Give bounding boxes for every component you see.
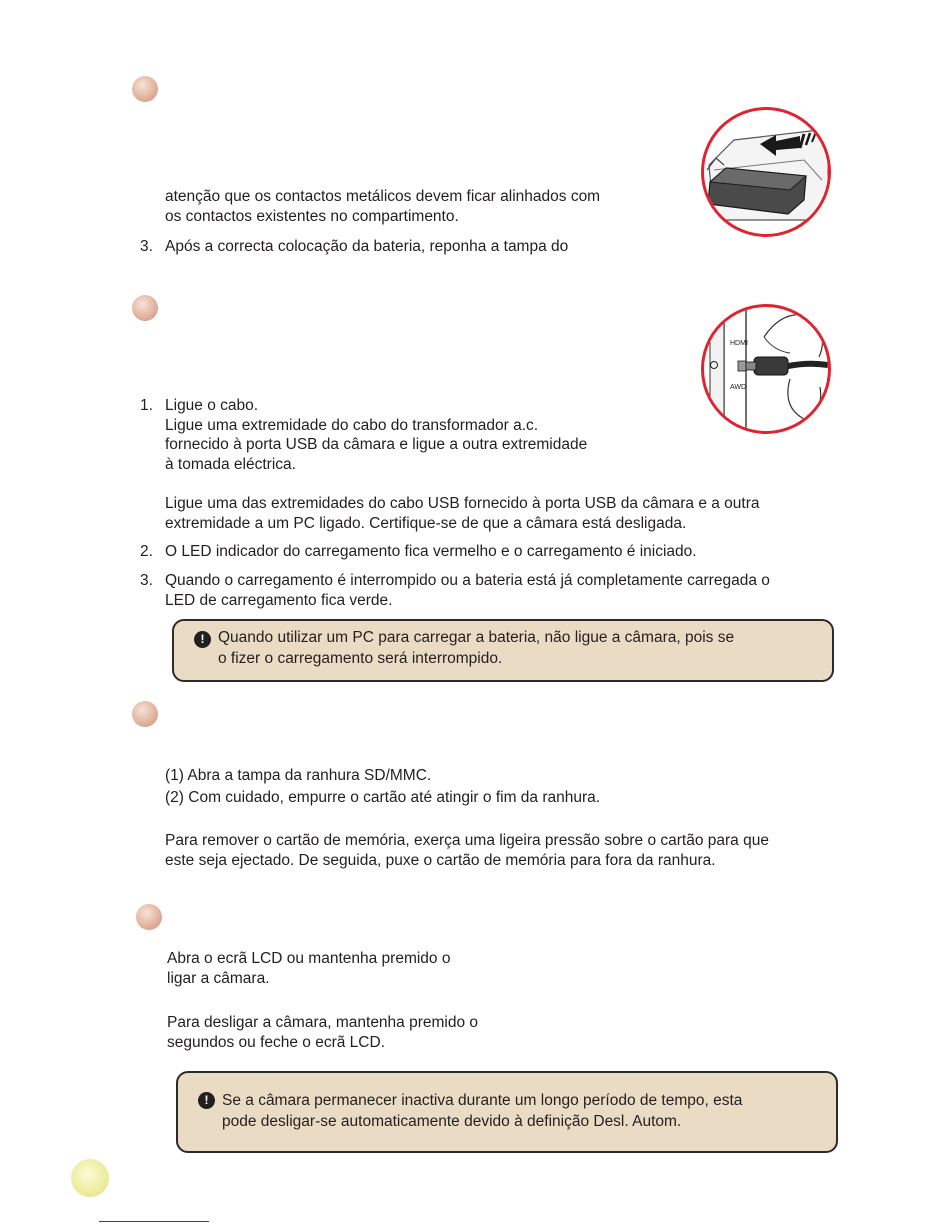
charge-step-1-line-4: à tomada eléctrica. [165,456,296,473]
section-bullet-charging [132,295,158,321]
memory-card-step-2: (2) Com cuidado, empurre o cartão até atingir o fim da ranhura. [165,789,601,806]
memory-card-step-1: (1) Abra a tampa da ranhura SD/MMC. [165,767,432,784]
battery-text-line-1: atenção que os contactos metálicos devem ficar alinhados com [165,188,601,205]
memory-card-remove-line-1: Para remover o cartão de memória, exerça uma ligeira pressão sobre o cartão para que [165,832,769,849]
usb-charge-line-2: extremidade a um PC ligado. Certifique-se de que a câmara está desligada. [165,515,687,532]
charge-step-3-line-1: Quando o carregamento é interrompido ou a bateria está já completamente carregada o [165,572,770,589]
charge-step-1-line-3: fornecido à porta USB da câmara e ligue a outra extremidade [165,436,588,453]
step-number: 1. [140,397,153,414]
page-number-dot [71,1159,109,1197]
charge-step-2-text: O LED indicador do carregamento fica vermelho e o carregamento é iniciado. [165,543,697,560]
battery-step-3-text: Após a correcta colocação da bateria, reponha a tampa do [165,238,569,255]
footer-link-underline [99,1221,209,1222]
warning-icon: ! [198,1092,215,1109]
section-bullet-power [136,904,162,930]
battery-insertion-illustration [701,107,831,237]
step-number: 3. [140,572,153,589]
section-bullet-battery [132,76,158,102]
step-number: 2. [140,543,153,560]
battery-insert-graphic [704,110,828,234]
usb-charge-line-1: Ligue uma das extremidades do cabo USB fornecido à porta USB da câmara e a outra [165,495,760,512]
hdmi-port-label: HDMI [730,340,748,347]
power-on-line-2: ligar a câmara. [167,970,270,987]
memory-card-remove-line-2: este seja ejectado. De seguida, puxe o cartão de memória para fora da ranhura. [165,852,716,869]
battery-text-line-2: os contactos existentes no compartimento. [165,208,459,225]
charging-note-line-2: o fizer o carregamento será interrompido. [218,650,503,667]
power-note-line-1: Se a câmara permanecer inactiva durante um longo período de tempo, esta [222,1092,743,1109]
step-number: 3. [140,238,153,255]
power-off-line-2: segundos ou feche o ecrã LCD. [167,1034,385,1051]
charging-note-box [172,619,834,682]
section-bullet-memory-card [132,701,158,727]
power-off-line-1: Para desligar a câmara, mantenha premido o [167,1014,479,1031]
charge-step-1-line-2: Ligue uma extremidade do cabo do transformador a.c. [165,417,539,434]
usb-connection-illustration [701,304,831,434]
charging-note-line-1: Quando utilizar um PC para carregar a bateria, não ligue a câmara, pois se [218,629,735,646]
power-note-box [176,1071,838,1153]
charge-step-3-line-2: LED de carregamento fica verde. [165,592,393,609]
warning-icon: ! [194,631,211,648]
power-note-line-2: pode desligar-se automaticamente devido à definição Desl. Autom. [222,1113,682,1130]
av-port-label: AWD [730,384,747,391]
power-on-line-1: Abra o ecrã LCD ou mantenha premido o [167,950,451,967]
usb-cable-graphic [704,307,828,431]
charge-step-1-line-1: Ligue o cabo. [165,397,259,414]
